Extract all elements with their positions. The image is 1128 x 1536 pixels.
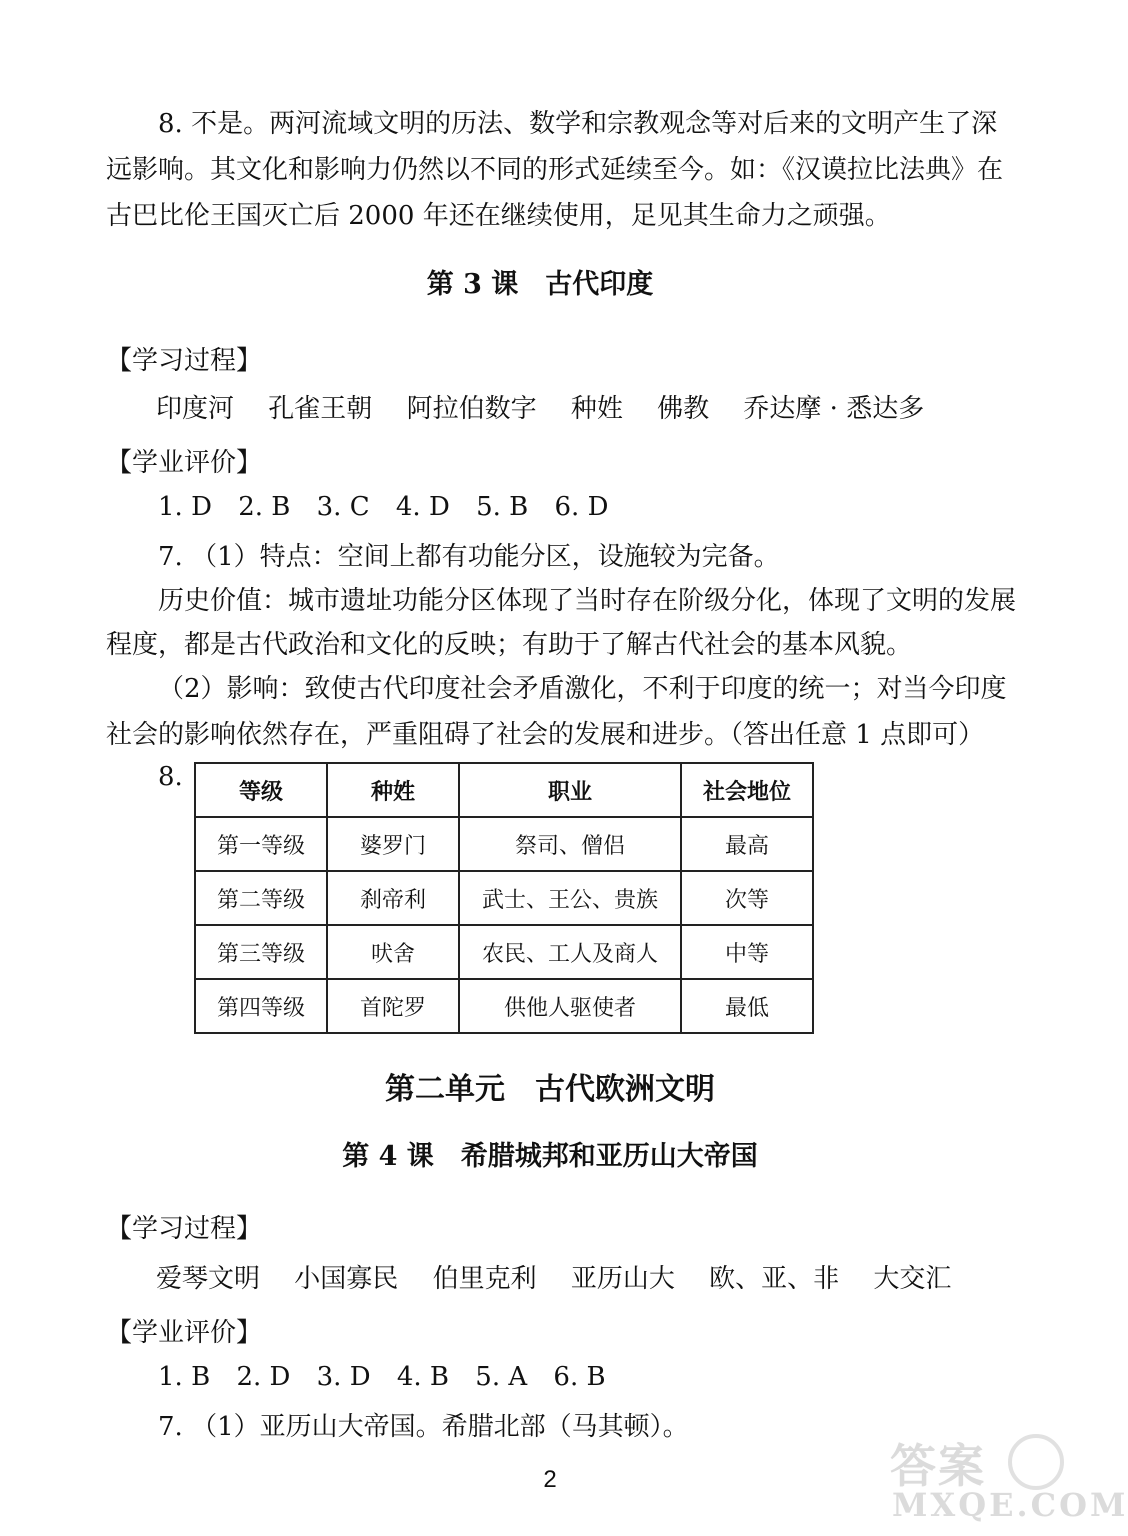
lesson4-eval-heading: 【学业评价】 xyxy=(106,1318,263,1348)
table-cell: 农民、工人及商人 xyxy=(459,925,681,979)
answer-item: 5. B xyxy=(476,492,529,522)
table-cell: 最低 xyxy=(681,979,813,1033)
list-item: 种姓 xyxy=(570,394,623,424)
page-number: 2 xyxy=(543,1466,557,1493)
table-header: 社会地位 xyxy=(681,763,813,817)
watermark-text-top: 答案 xyxy=(890,1439,986,1493)
table-cell: 最高 xyxy=(681,817,813,871)
lesson3-eval-heading: 【学业评价】 xyxy=(106,448,263,478)
answer-item: 3. C xyxy=(316,492,370,522)
unit2-title: 第二单元 古代欧洲文明 xyxy=(385,1072,715,1107)
lesson3-q7-1-value-b: 程度，都是古代政治和文化的反映；有助于了解古代社会的基本风貌。 xyxy=(106,630,913,660)
answer-item: 4. B xyxy=(396,1362,450,1392)
list-item: 孔雀王朝 xyxy=(268,394,373,424)
table-header: 职业 xyxy=(459,763,681,817)
table-cell: 婆罗门 xyxy=(327,817,459,871)
table-cell: 首陀罗 xyxy=(327,979,459,1033)
watermark-logo xyxy=(890,1430,1128,1530)
lesson4-process-items xyxy=(156,1258,977,1295)
table-cell: 中等 xyxy=(681,925,813,979)
list-item: 欧、亚、非 xyxy=(709,1264,840,1294)
answer-item: 2. D xyxy=(236,1362,291,1392)
watermark-badge-icon xyxy=(1008,1434,1064,1490)
lesson3-q7-2-b: 社会的影响依然存在，严重阻碍了社会的发展和进步。（答出任意 1 点即可） xyxy=(106,720,985,750)
list-item: 佛教 xyxy=(657,394,710,424)
table-cell: 第一等级 xyxy=(195,817,327,871)
table-row xyxy=(195,871,813,925)
list-item: 伯里克利 xyxy=(432,1264,537,1294)
lesson3-title: 第 3 课 古代印度 xyxy=(426,269,654,300)
table-header-row xyxy=(195,763,813,817)
table-row xyxy=(195,979,813,1033)
table-cell: 第三等级 xyxy=(195,925,327,979)
answer-item: 6. D xyxy=(554,492,609,522)
watermark-text-bottom: MXQE.COM xyxy=(892,1486,1128,1524)
q8-prev-line3: 古巴比伦王国灭亡后 2000 年还在继续使用，足见其生命力之顽强。 xyxy=(106,201,891,231)
list-item: 乔达摩 · 悉达多 xyxy=(743,394,925,424)
lesson3-process-items xyxy=(156,388,950,425)
caste-table xyxy=(194,762,814,1034)
lesson3-q7-1: 7. （1）特点：空间上都有功能分区，设施较为完备。 xyxy=(158,542,780,572)
answer-item: 4. D xyxy=(395,492,450,522)
answer-item: 6. B xyxy=(553,1362,606,1392)
table-header: 等级 xyxy=(195,763,327,817)
table-cell: 刹帝利 xyxy=(327,871,459,925)
lesson3-q8-label: 8. xyxy=(158,762,183,792)
table-cell: 供他人驱使者 xyxy=(459,979,681,1033)
list-item: 爱琴文明 xyxy=(156,1264,261,1294)
table-cell: 吠舍 xyxy=(327,925,459,979)
lesson3-q7-2-a: （2）影响：致使古代印度社会矛盾激化，不利于印度的统一；对当今印度 xyxy=(158,674,1007,704)
q8-prev-line2: 远影响。其文化和影响力仍然以不同的形式延续至今。如：《汉谟拉比法典》在 xyxy=(106,155,1004,185)
lesson4-title: 第 4 课 希腊城邦和亚历山大帝国 xyxy=(342,1141,758,1172)
list-item: 小国寡民 xyxy=(294,1264,399,1294)
answer-item: 2. B xyxy=(238,492,291,522)
lesson3-q7-1-value-a: 历史价值：城市遗址功能分区体现了当时存在阶级分化，体现了文明的发展 xyxy=(158,586,1017,616)
lesson4-q7-1: 7. （1）亚历山大帝国。希腊北部（马其顿）。 xyxy=(158,1412,689,1442)
list-item: 印度河 xyxy=(156,394,235,424)
answer-item: 1. D xyxy=(158,492,212,522)
list-item: 阿拉伯数字 xyxy=(406,394,537,424)
lesson3-answers xyxy=(158,492,626,522)
list-item: 大交汇 xyxy=(873,1264,952,1294)
table-row xyxy=(195,925,813,979)
answer-item: 1. B xyxy=(158,1362,211,1392)
table-cell: 武士、王公、贵族 xyxy=(459,871,681,925)
answer-item: 3. D xyxy=(316,1362,371,1392)
lesson4-process-heading: 【学习过程】 xyxy=(106,1214,263,1244)
q8-prev-line1: 8. 不是。两河流域文明的历法、数学和宗教观念等对后来的文明产生了深 xyxy=(158,109,998,139)
lesson3-process-heading: 【学习过程】 xyxy=(106,346,263,376)
answer-item: 5. A xyxy=(475,1362,528,1392)
table-cell: 次等 xyxy=(681,871,813,925)
table-header: 种姓 xyxy=(327,763,459,817)
list-item: 亚历山大 xyxy=(570,1264,675,1294)
table-cell: 第四等级 xyxy=(195,979,327,1033)
table-cell: 祭司、僧侣 xyxy=(459,817,681,871)
lesson4-answers xyxy=(158,1362,624,1392)
table-cell: 第二等级 xyxy=(195,871,327,925)
table-row xyxy=(195,817,813,871)
